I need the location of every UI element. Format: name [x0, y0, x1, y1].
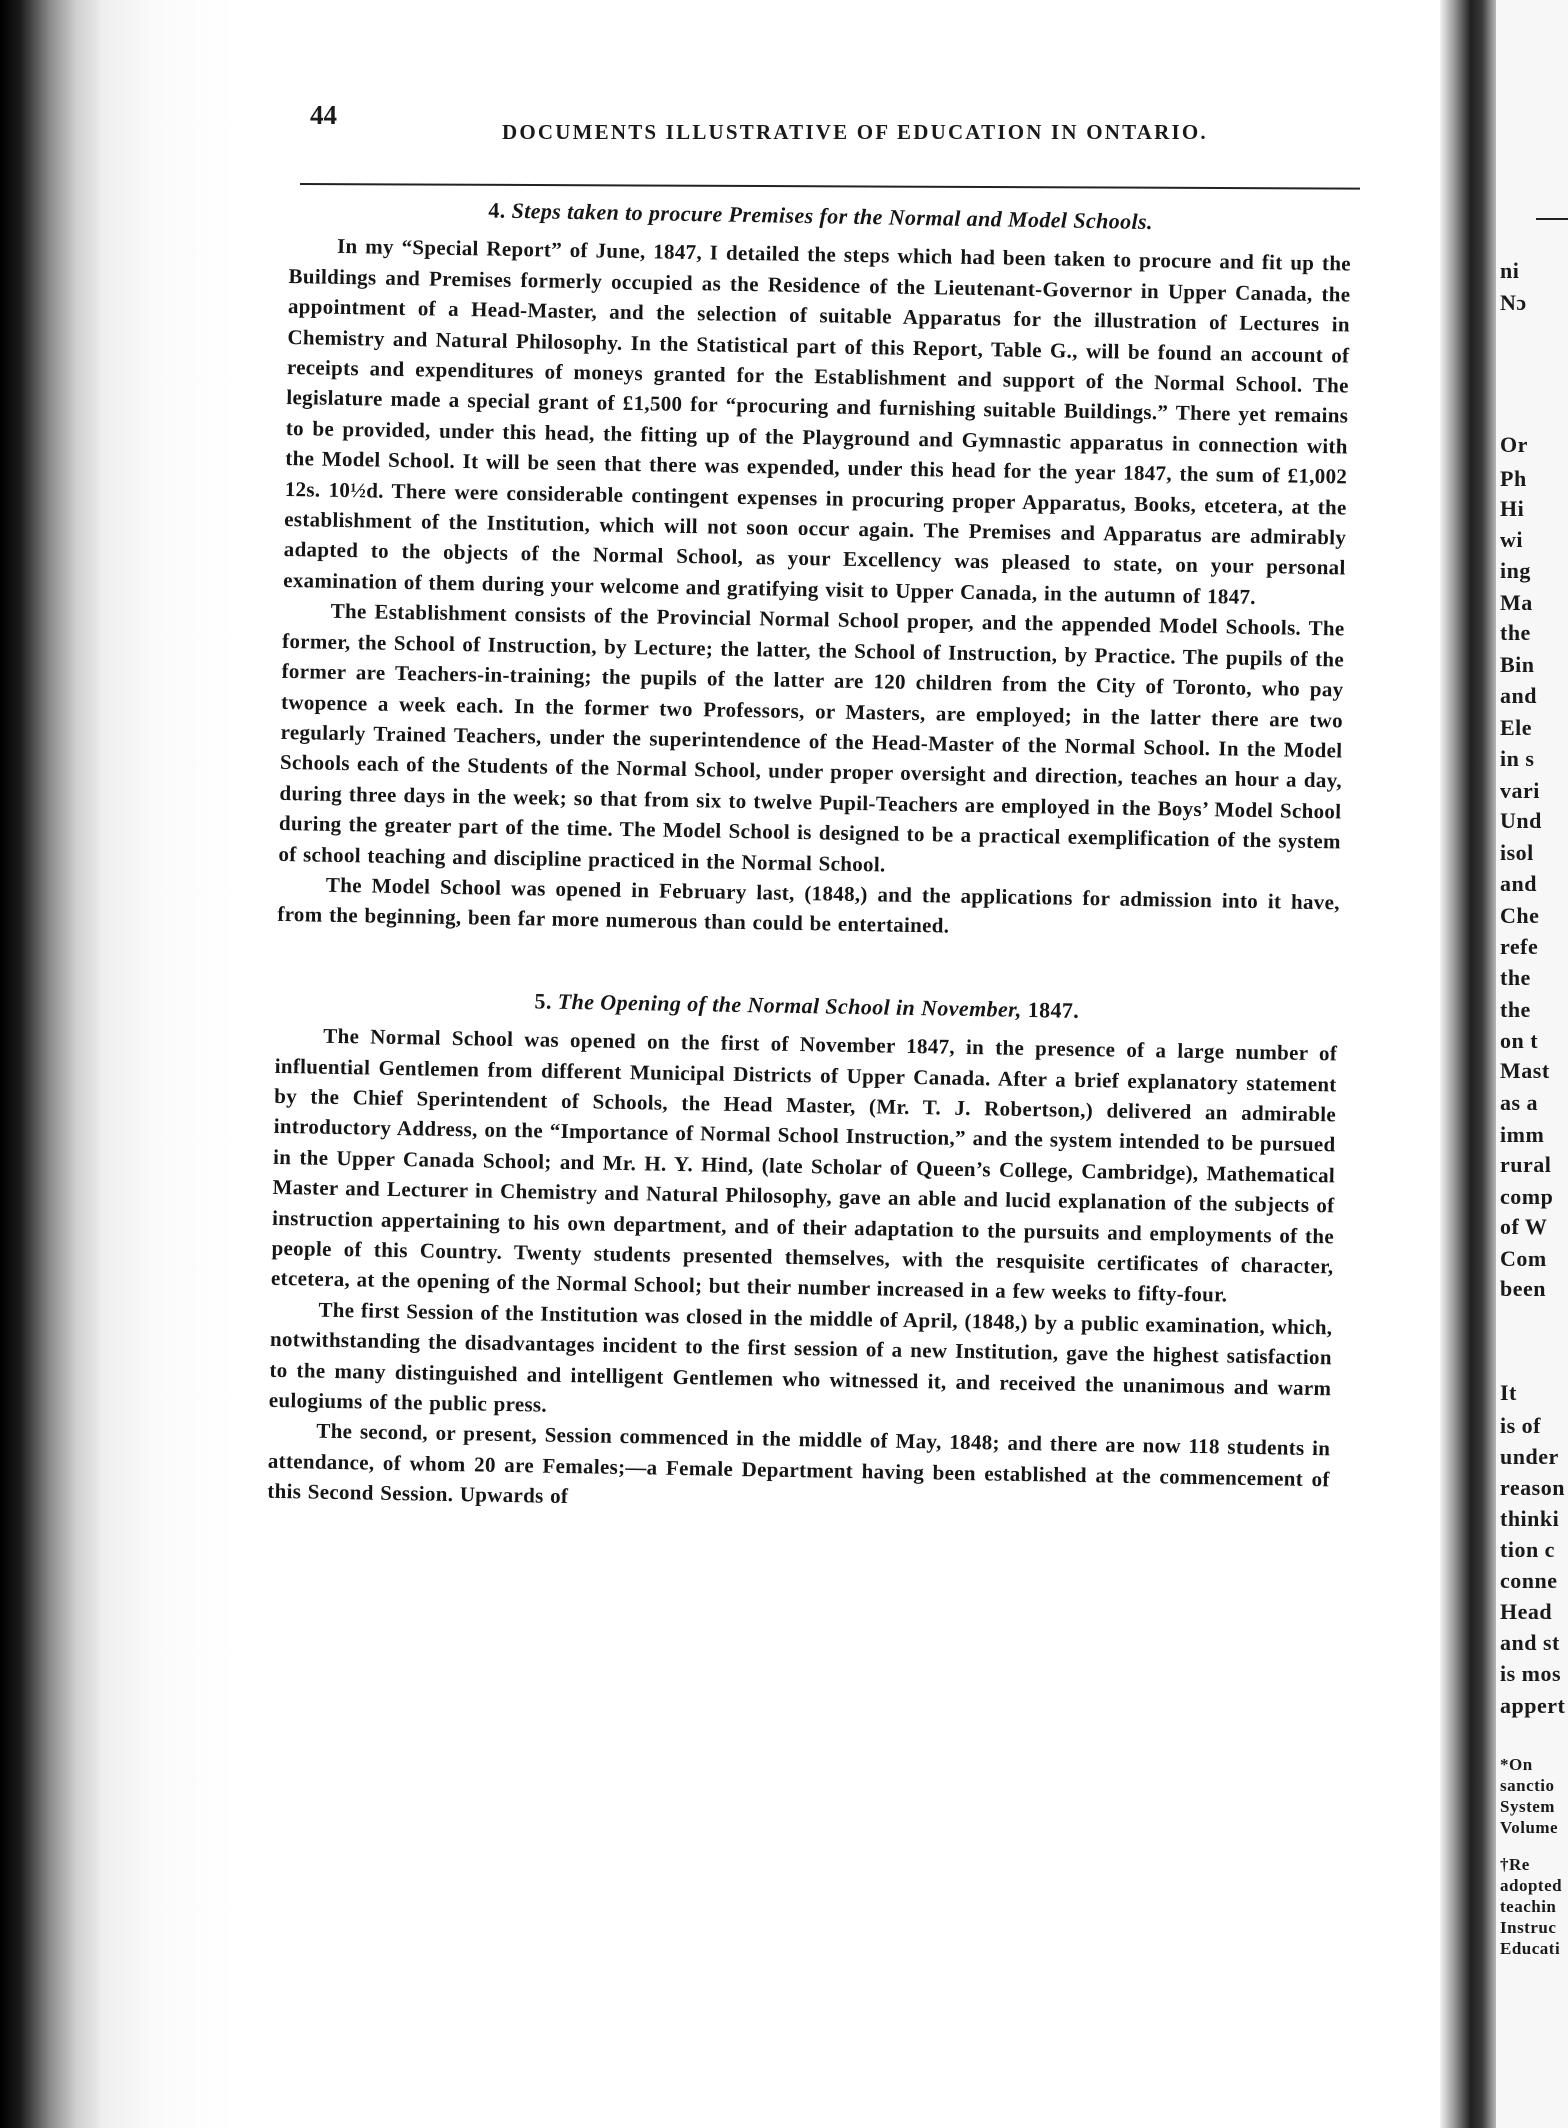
- facing-page-fragment: Volume: [1500, 1818, 1559, 1837]
- facing-page-fragment: ni: [1500, 258, 1520, 283]
- facing-page-fragment: Ma: [1500, 590, 1533, 615]
- facing-page-fragment: wi: [1500, 527, 1523, 552]
- book-gutter: [1440, 0, 1496, 2128]
- section-number: 5.: [534, 988, 553, 1014]
- facing-page-fragment: Che: [1500, 903, 1540, 928]
- facing-page-fragment: Und: [1500, 808, 1542, 833]
- section-5: [267, 982, 1338, 1525]
- facing-page-fragment: ing: [1500, 558, 1531, 583]
- facing-page-fragment: the: [1500, 997, 1531, 1022]
- facing-page-fragment: isol: [1500, 840, 1534, 865]
- section-title: Steps taken to procure Premises for the Normal and Model Schools.: [511, 197, 1154, 235]
- section-title-year: 1847.: [1027, 996, 1080, 1023]
- facing-page-fragment: imm: [1500, 1122, 1545, 1147]
- facing-page-rule: [1536, 218, 1568, 220]
- facing-page-fragment: comp: [1500, 1184, 1554, 1209]
- paragraph: The Establishment consists of the Provincial Normal School proper, and the appended Model Schools. The former, the School of Instruction, by Lecture; the latter, the School of Instruction, by Practice. The pupils of the former are Teachers-in-training; the pupils of the latter are 120 children from the City of Toronto, who pay twopence a week each. In the former two Professors, or Masters, are employed; in the latter there are two regularly Trained Teachers, under the superintendence of the Head-Master of the Normal School. In the Model Schools each of the Students of the Normal School, under proper oversight and direction, teaches an hour a day, during three days in the week; so that from six to twelve Pupil-Teachers are employed in the Boys’ Model School during the greater part of the time. The Model School is designed to be a practical exemplification of the system of school teaching and discipline practiced in the Normal School.: [278, 599, 1345, 877]
- facing-page-fragment: teachin: [1500, 1897, 1557, 1916]
- facing-page-fragment: tion c: [1500, 1537, 1555, 1562]
- facing-page-fragment: is mos: [1500, 1661, 1562, 1686]
- running-title: DOCUMENTS ILLUSTRATIVE OF EDUCATION IN ONTARIO.: [502, 120, 1208, 144]
- facing-page-fragment: on t: [1500, 1028, 1539, 1053]
- facing-page-fragment: appert: [1500, 1693, 1566, 1718]
- facing-page-fragment: rural: [1500, 1152, 1552, 1177]
- facing-page-fragment: the: [1500, 965, 1531, 990]
- section-title: The Opening of the Normal School in November,: [557, 988, 1023, 1022]
- facing-page-fragment: refe: [1500, 934, 1539, 959]
- page-body: [267, 192, 1352, 1525]
- facing-page-fragment: Ele: [1500, 715, 1533, 740]
- facing-page-fragment: Mast: [1500, 1058, 1550, 1083]
- facing-page-fragment: sanctio: [1500, 1776, 1555, 1795]
- binding-shadow: [0, 0, 110, 2128]
- facing-page-fragment: under: [1500, 1444, 1559, 1469]
- facing-page-fragment: Bin: [1500, 652, 1535, 677]
- section-number: 4.: [488, 197, 506, 223]
- paragraph: In my “Special Report” of June, 1847, I detailed the steps which had been taken to procure and fit up the Buildings and Premises formerly occupied as the Residence of the Lieutenant-Governor in Upper Canada, the appointment of a Head-Master, and the selection of suitable Apparatus for the illustration of Lectures in Chemistry and Natural Philosophy. In the Statistical part of this Report, Table G., will be found an account of receipts and expenditures of moneys granted for the Establishment and support of the Normal School. The legislature made a special grant of £1,500 for “procuring and furnishing suitable Buildings.” There yet remains to be provided, under this head, the fitting up of the Playground and Gymnastic apparatus in connection with the Model School. It will be seen that there was expended, under this head for the year 1847, the sum of £1,002 12s. 10½d. There were considerable contingent expenses in procuring proper Apparatus, Books, etcetera, at the establishment of the Institution, which will not soon occur again. The Premises and Apparatus are admirably adapted to the objects of the Normal School, as your Excellency was pleased to state, on your personal examination of them during your welcome and gratifying visit to Upper Canada, in the autumn of 1847.: [283, 234, 1352, 609]
- facing-page-fragment: †Re: [1500, 1855, 1530, 1874]
- facing-page-fragment: of W: [1500, 1214, 1548, 1239]
- page-number: 44: [310, 100, 337, 130]
- page-header: [310, 100, 1360, 160]
- paragraph: The Normal School was opened on the first of November 1847, in the presence of a large number of influential Gentlemen from different Municipal Districts of Upper Canada. After a brief explanatory statement by the Chief Sperintendent of Schools, the Head Master, (Mr. T. J. Robertson,) delivered an admirable introductory Address, on the “Importance of Normal School Instruction,” and the system intended to be pursued in the Upper Canada School; and Mr. H. Y. Hind, (late Scholar of Queen’s College, Cambridge), Mathematical Master and Lecturer in Chemistry and Natural Philosophy, gave an able and lucid explanation of the subjects of instruction appertaining to his own department, and of their adaptation to the pursuits and employments of the people of this Country. Twenty students presented themselves, with the resquisite certificates of character, etcetera, at the opening of the Normal School; but their number increased in a few weeks to fifty-four.: [270, 1023, 1338, 1307]
- facing-page-fragment: is of: [1500, 1413, 1541, 1438]
- section-4: [277, 192, 1352, 948]
- facing-page-fragment: Head: [1500, 1599, 1553, 1624]
- facing-page-fragment: vari: [1500, 778, 1540, 803]
- facing-page-fragment: Instruc: [1500, 1918, 1557, 1937]
- facing-page-fragment: Com: [1500, 1246, 1547, 1271]
- facing-page-fragment: Hi: [1500, 496, 1525, 521]
- facing-page-fragment: and: [1500, 683, 1537, 708]
- facing-page: [1496, 0, 1568, 2128]
- facing-page-fragment: been: [1500, 1276, 1546, 1301]
- facing-page-fragment: System: [1500, 1797, 1555, 1816]
- facing-page-fragment: Or: [1500, 432, 1528, 457]
- facing-page-fragment: Nɔ: [1500, 290, 1527, 315]
- facing-page-fragment: *On: [1500, 1755, 1533, 1774]
- facing-page-fragment: the: [1500, 620, 1531, 645]
- paragraph: The second, or present, Session commenced in the middle of May, 1848; and there are now 118 students in attendance, of whom 20 are Females;—a Female Department having been established at the commencement of this Second Session. Upwards of: [267, 1419, 1331, 1509]
- facing-page-fragment: and: [1500, 871, 1537, 896]
- facing-page-fragment: adopted: [1500, 1876, 1563, 1895]
- paragraph: The Model School was opened in February last, (1848,) and the applications for admission into it have, from the beginning, been far more numerous than could be entertained.: [277, 872, 1340, 938]
- facing-page-fragment: as a: [1500, 1090, 1539, 1115]
- facing-page-fragment: conne: [1500, 1568, 1558, 1593]
- paragraph: The first Session of the Institution was closed in the middle of April, (1848,) by a public examination, which, notwithstanding the disadvantages incident to the first session of a new Institution, gave the highest satisfaction to the many distinguished and intelligent Gentlemen who witnessed it, and received the unanimous and warm eulogiums of the public press.: [268, 1297, 1333, 1417]
- facing-page-fragment: and st: [1500, 1630, 1560, 1655]
- facing-page-fragment: in s: [1500, 746, 1535, 771]
- facing-page-fragment: reason: [1500, 1475, 1565, 1500]
- facing-page-fragment: It: [1500, 1380, 1517, 1405]
- facing-page-fragment: Ph: [1500, 466, 1527, 491]
- facing-page-fragment: Educati: [1500, 1939, 1561, 1958]
- facing-page-fragment: thinki: [1500, 1506, 1560, 1531]
